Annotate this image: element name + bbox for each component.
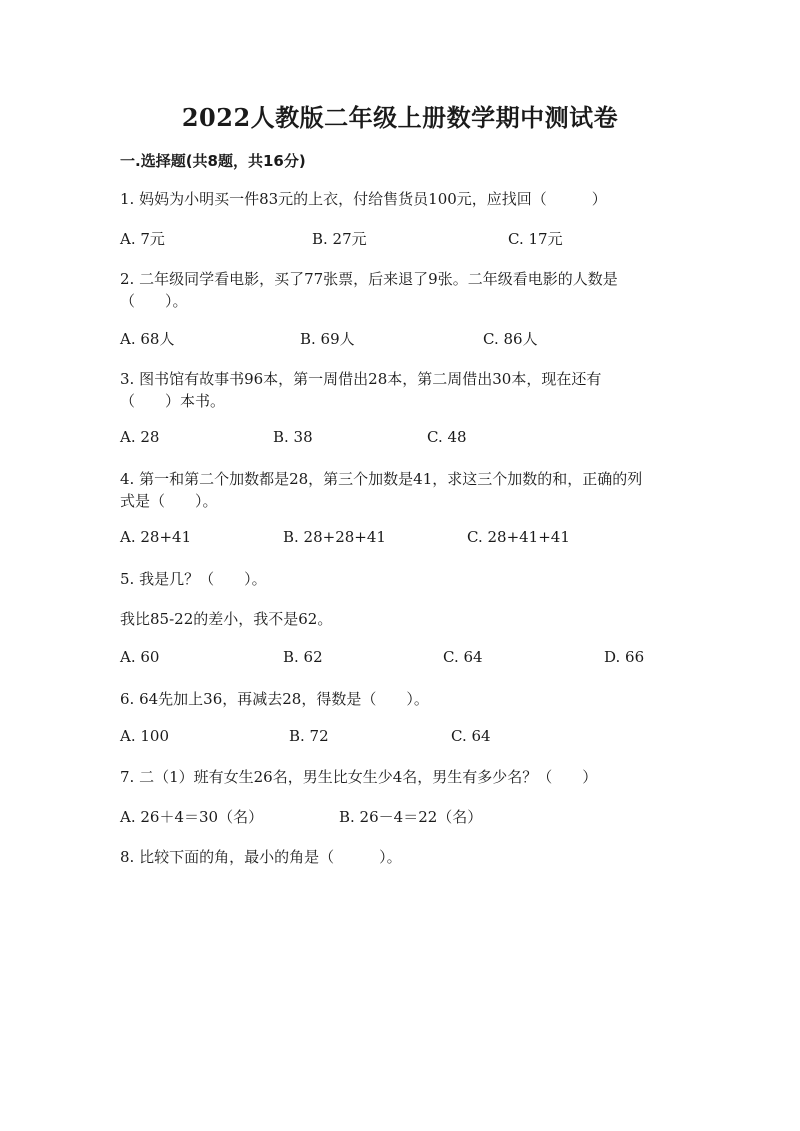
- question-1-option-a[interactable]: A. 7元: [120, 230, 165, 248]
- question-8-text: 8. 比较下面的角，最小的角是（ ）。: [120, 848, 402, 866]
- question-2-option-b[interactable]: B. 69人: [300, 330, 355, 348]
- question-5-option-d[interactable]: D. 66: [604, 648, 645, 666]
- question-6-option-a[interactable]: A. 100: [120, 727, 169, 745]
- question-1-option-b[interactable]: B. 27元: [312, 230, 367, 248]
- section-heading: 一.选择题(共8题，共16分): [120, 152, 306, 170]
- question-2-text: 2. 二年级同学看电影，买了77张票，后来退了9张。二年级看电影的人数是: [120, 270, 618, 288]
- question-4-option-b[interactable]: B. 28+28+41: [283, 528, 386, 546]
- question-3-option-a[interactable]: A. 28: [120, 428, 160, 446]
- page-title: 2022人教版二年级上册数学期中测试卷: [181, 103, 619, 132]
- question-5-option-a[interactable]: A. 60: [120, 648, 160, 666]
- question-1-text: 1. 妈妈为小明买一件83元的上衣，付给售货员100元，应找回（ ）: [120, 190, 607, 208]
- question-7-text: 7. 二（1）班有女生26名，男生比女生少4名，男生有多少名？（ ）: [120, 768, 598, 786]
- question-4-text-cont: 式是（ ）。: [120, 492, 218, 510]
- question-1-option-c[interactable]: C. 17元: [508, 230, 563, 248]
- question-7-option-a[interactable]: A. 26＋4＝30（名）: [120, 808, 264, 826]
- question-6-option-b[interactable]: B. 72: [289, 727, 329, 745]
- question-3-option-c[interactable]: C. 48: [427, 428, 467, 446]
- question-3-text: 3. 图书馆有故事书96本，第一周借出28本，第二周借出30本，现在还有: [120, 370, 602, 388]
- question-2-option-a[interactable]: A. 68人: [120, 330, 175, 348]
- question-4-text: 4. 第一和第二个加数都是28，第三个加数是41，求这三个加数的和，正确的列: [120, 470, 643, 488]
- question-7-option-b[interactable]: B. 26－4＝22（名）: [339, 808, 483, 826]
- question-5-text: 5. 我是几？（ ）。: [120, 570, 267, 588]
- question-5-option-c[interactable]: C. 64: [443, 648, 483, 666]
- question-4-option-a[interactable]: A. 28+41: [120, 528, 192, 546]
- question-6-text: 6. 64先加上36，再减去28，得数是（ ）。: [120, 690, 429, 708]
- question-5-option-b[interactable]: B. 62: [283, 648, 323, 666]
- question-3-text-cont: （ ）本书。: [120, 392, 226, 410]
- question-6-option-c[interactable]: C. 64: [451, 727, 491, 745]
- question-2-option-c[interactable]: C. 86人: [483, 330, 538, 348]
- question-3-option-b[interactable]: B. 38: [273, 428, 313, 446]
- question-2-text-cont: （ ）。: [120, 292, 188, 310]
- question-5-text-cont: 我比85-22的差小，我不是62。: [120, 610, 333, 628]
- question-4-option-c[interactable]: C. 28+41+41: [467, 528, 570, 546]
